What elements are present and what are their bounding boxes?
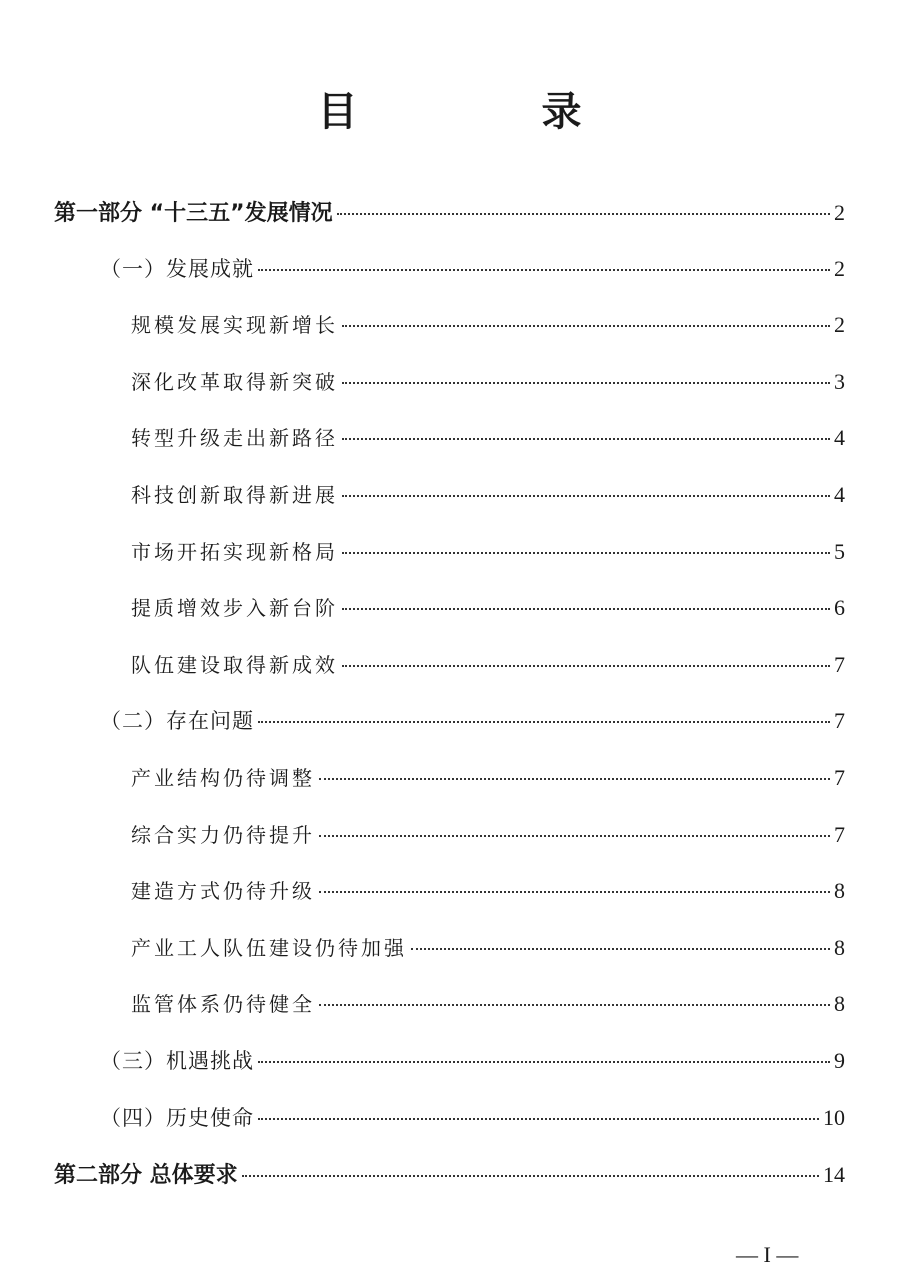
- toc-entry-page-number: 5: [834, 538, 845, 564]
- page-number-footer: — I —: [736, 1242, 799, 1267]
- toc-entry[interactable]: [100, 253, 845, 293]
- toc-entry-page-number: 2: [834, 200, 845, 225]
- toc-entry-label: 第一部分 “十三五”发展情况: [54, 201, 333, 226]
- toc-entry-page-number: 4: [834, 482, 845, 507]
- toc-entry[interactable]: [131, 592, 845, 632]
- page-title: 目 录: [317, 88, 654, 135]
- toc-entry-label: 提质增效步入新台阶: [131, 596, 338, 621]
- toc-dot-leader: [319, 891, 830, 893]
- toc-entry-label: 综合实力仍待提升: [131, 822, 315, 847]
- toc-entry-label: （一）发展成就: [100, 256, 254, 281]
- toc-dot-leader: [258, 1118, 819, 1120]
- toc-dot-leader: [342, 608, 830, 610]
- toc-entry-page-number: 8: [834, 878, 845, 904]
- toc-entry-page-number: 7: [834, 821, 845, 847]
- toc-entry-page-number: 2: [834, 255, 845, 281]
- toc-entry-page-number: 14: [823, 1162, 845, 1188]
- toc-dot-leader: [342, 495, 830, 497]
- toc-entry-label: （三）机遇挑战: [100, 1049, 254, 1073]
- toc-entry-page-number: 9: [834, 1048, 845, 1073]
- toc-entry-page-number: 2: [834, 312, 845, 338]
- toc-dot-leader: [342, 665, 830, 667]
- toc-entry[interactable]: [100, 1102, 845, 1142]
- toc-entry-label: 产业工人队伍建设仍待加强: [131, 935, 407, 960]
- toc-entry[interactable]: [131, 875, 845, 915]
- toc-dot-leader: [258, 1061, 830, 1063]
- toc-entry[interactable]: [131, 649, 845, 689]
- toc-entry-label: （二）存在问题: [100, 709, 254, 734]
- toc-entry-label: 队伍建设取得新成效: [131, 652, 338, 677]
- toc-entry[interactable]: [131, 988, 845, 1028]
- toc-entry-page-number: 10: [823, 1104, 845, 1130]
- toc-entry-label: 建造方式仍待升级: [131, 879, 315, 904]
- toc-entry-page-number: 3: [834, 368, 845, 394]
- toc-entry[interactable]: [100, 705, 845, 745]
- toc-entry-page-number: 6: [834, 595, 845, 621]
- toc-entry[interactable]: [131, 819, 845, 859]
- toc-dot-leader: [337, 213, 830, 215]
- toc-dot-leader: [258, 269, 830, 271]
- toc-entry[interactable]: [131, 309, 845, 349]
- toc-entry[interactable]: [131, 762, 845, 802]
- toc-entry-page-number: 4: [834, 425, 845, 451]
- toc-entry-label: 规模发展实现新增长: [131, 313, 338, 338]
- toc-entry[interactable]: [131, 932, 845, 972]
- toc-dot-leader: [342, 552, 830, 554]
- toc-entry-page-number: 8: [834, 934, 845, 960]
- toc-entry-page-number: 8: [834, 991, 845, 1017]
- toc-entry-page-number: 7: [834, 651, 845, 677]
- toc-entry-label: （四）历史使命: [100, 1105, 254, 1130]
- toc-dot-leader: [319, 1004, 830, 1006]
- toc-entry[interactable]: [54, 196, 845, 236]
- toc-entry-page-number: 7: [834, 708, 845, 734]
- toc-entry-label: 科技创新取得新进展: [131, 483, 338, 507]
- toc-entry[interactable]: [131, 422, 845, 462]
- toc-entry[interactable]: [131, 479, 845, 519]
- toc-entry-label: 市场开拓实现新格局: [131, 539, 338, 564]
- toc-entry-label: 监管体系仍待健全: [131, 992, 315, 1017]
- toc-dot-leader: [242, 1175, 819, 1177]
- toc-entry[interactable]: [54, 1158, 845, 1198]
- toc-dot-leader: [319, 835, 830, 837]
- toc-dot-leader: [342, 438, 830, 440]
- toc-entry[interactable]: [131, 536, 845, 576]
- toc-entry[interactable]: [100, 1045, 845, 1085]
- toc-entry[interactable]: [131, 366, 845, 406]
- toc-dot-leader: [342, 382, 830, 384]
- toc-entry-page-number: 7: [834, 765, 845, 790]
- toc-entry-label: 深化改革取得新突破: [131, 369, 338, 394]
- toc-dot-leader: [342, 325, 830, 327]
- toc-dot-leader: [258, 721, 830, 723]
- toc-dot-leader: [319, 778, 830, 780]
- toc-entry-label: 产业结构仍待调整: [131, 766, 315, 790]
- toc-entry-label: 第二部分 总体要求: [54, 1163, 238, 1189]
- toc-entry-label: 转型升级走出新路径: [131, 426, 338, 451]
- toc-dot-leader: [411, 948, 830, 950]
